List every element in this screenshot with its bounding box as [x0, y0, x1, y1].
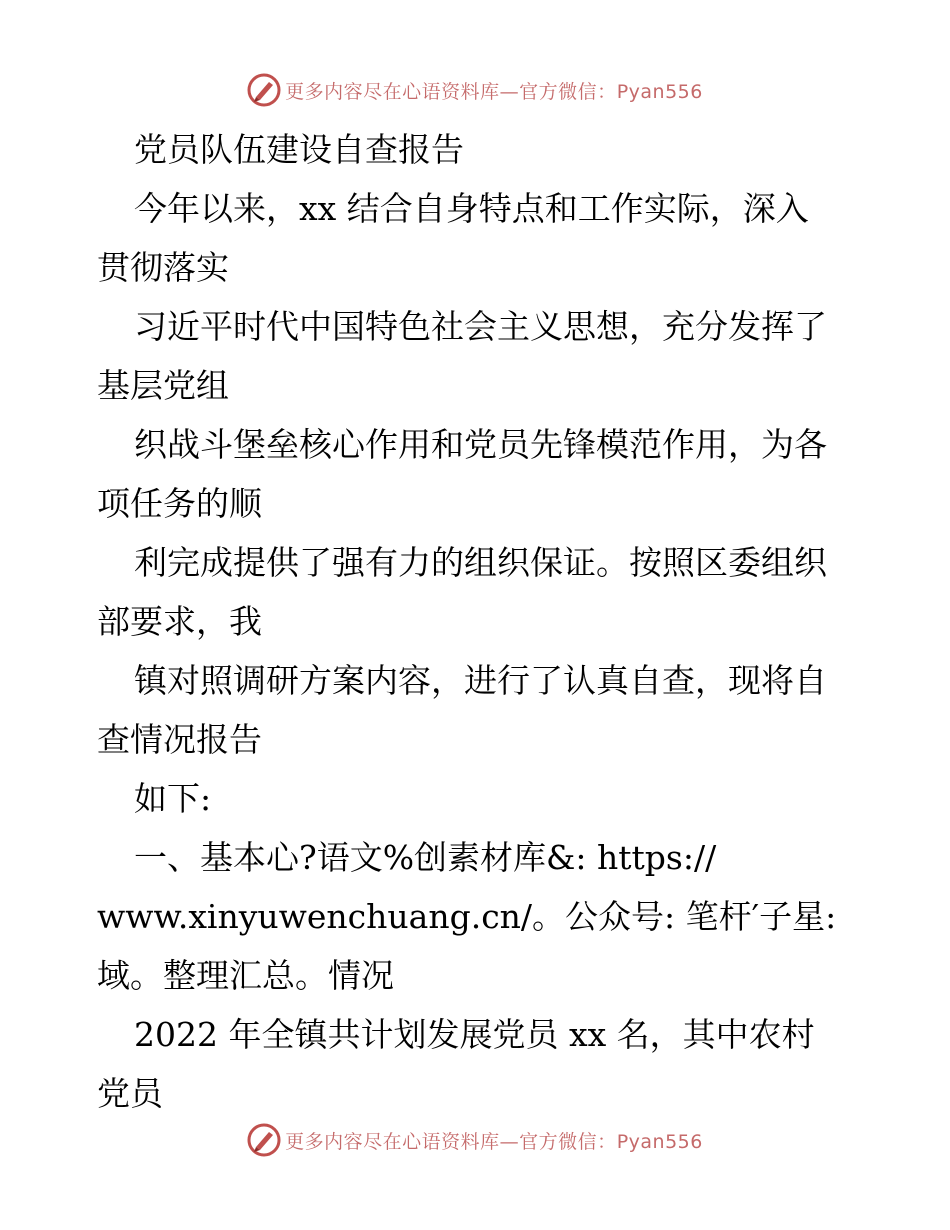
text-line: 部要求，我	[97, 602, 262, 641]
banner-separator: —	[499, 80, 520, 103]
header-banner	[0, 70, 950, 110]
text-line: 利完成提供了强有力的组织保证。按照区委组织	[134, 543, 827, 582]
text-line: 域。整理汇总。情况	[97, 956, 394, 995]
text-line: 习近平时代中国特色社会主义思想，充分发挥了	[134, 307, 827, 346]
banner-wechat-id: Pyan556	[616, 1130, 703, 1153]
banner-label: 官方微信：	[519, 80, 617, 103]
text-line: 织战斗堡垒核心作用和党员先锋模范作用，为各	[134, 425, 827, 464]
text-line: 镇对照调研方案内容，进行了认真自查，现将自	[134, 661, 827, 700]
banner-title: 更多内容尽在心语资料库	[285, 1130, 500, 1153]
text-line: 今年以来，xx 结合自身特点和工作实际，深入	[134, 189, 809, 228]
text-line: 如下:	[134, 779, 212, 818]
text-line: 党员	[97, 1074, 163, 1113]
banner-title: 更多内容尽在心语资料库	[285, 80, 500, 103]
banner-text	[285, 1127, 703, 1154]
pen-logo-icon	[247, 73, 281, 107]
banner-label: 官方微信：	[519, 1130, 617, 1153]
pen-logo-icon	[247, 1123, 281, 1157]
text-line: 一、基本心?语文%创素材库&: https://	[134, 838, 717, 877]
document-body	[97, 120, 857, 1123]
text-line: 基层党组	[97, 366, 229, 405]
footer-banner	[0, 1120, 950, 1160]
text-line: www.xinyuwenchuang.cn/。公众号: 笔杆′子星:	[97, 897, 837, 936]
banner-text	[285, 77, 703, 104]
document-title: 党员队伍建设自查报告	[134, 130, 464, 169]
banner-separator: —	[499, 1130, 520, 1153]
banner-wechat-id: Pyan556	[616, 80, 703, 103]
text-line: 2022 年全镇共计划发展党员 xx 名，其中农村	[134, 1015, 815, 1054]
text-line: 查情况报告	[97, 720, 262, 759]
text-line: 贯彻落实	[97, 248, 229, 287]
text-line: 项任务的顺	[97, 484, 262, 523]
